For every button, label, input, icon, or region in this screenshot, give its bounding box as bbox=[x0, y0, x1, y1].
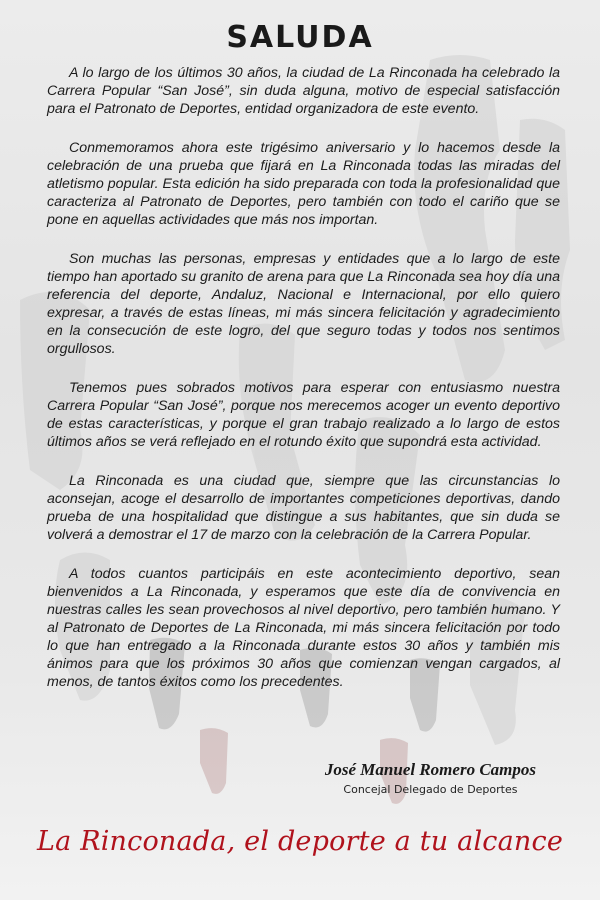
signature-name: José Manuel Romero Campos bbox=[324, 760, 536, 779]
paragraph-3: Son muchas las personas, empresas y entidades que a lo largo de este tiempo han aportado su granito de arena para que La Rinconada sea hoy día una referencia del deporte, Andaluz, Nacional e Internacional, por ello quiero expresar, a través de estas líneas, mi más sincera felicitación y agradecimiento en la consecución de este logro, del que seguro todas y todos nos sentimos orgullosos. bbox=[47, 251, 560, 357]
paragraph-2: Conmemoramos ahora este trigésimo aniversario y lo hacemos desde la celebración de una prueba que fijará en La Rinconada todas las miradas del atletismo popular. Esta edición ha sido preparada con toda la profesionalidad que caracteriza al Patronato de Deportes, pero también con todo el cariño que se pone en aquellas actividades que más nos importan. bbox=[47, 140, 560, 228]
slogan: La Rinconada, el deporte a tu alcance bbox=[36, 826, 564, 857]
page-title: SALUDA bbox=[226, 20, 374, 55]
letter-body bbox=[47, 64, 560, 712]
paragraph-1: A lo largo de los últimos 30 años, la ciudad de La Rinconada ha celebrado la Carrera Popular “San José”, sin duda alguna, motivo de especial satisfacción para el Patronato de Deportes, entidad organizadora de este evento. bbox=[47, 65, 560, 117]
paragraph-5: La Rinconada es una ciudad que, siempre que las circunstancias lo aconsejan, acoge el desarrollo de importantes competiciones deportivas, dando prueba de una hospitalidad que distingue a sus habitantes, que sin duda se volverá a demostrar el 17 de marzo con la celebración de la Carrera Popular. bbox=[47, 473, 560, 543]
paragraph-4: Tenemos pues sobrados motivos para esperar con entusiasmo nuestra Carrera Popular “San José”, porque nos merecemos acoger un evento deportivo de estas características, y porque el gran trabajo realizado a lo largo de estos últimos años se verá reflejado en el rotundo éxito que supondrá esta actividad. bbox=[47, 380, 560, 450]
signature-block bbox=[325, 760, 536, 796]
paragraph-6: A todos cuantos participáis en este acontecimiento deportivo, sean bienvenidos a La Rinconada, y esperamos que este día de convivencia en nuestras calles les sean provechosos al nivel deportivo, pero también humano. Y al Patronato de Deportes de La Rinconada, mi más sincera felicitación por todo lo que han entregado a la Rinconada durante estos 30 años y también mis ánimos para que los próximos 30 años que comienzan vengan cargados, al menos, de tantos éxitos como los precedentes. bbox=[47, 566, 560, 690]
signature-role: Concejal Delegado de Deportes bbox=[343, 783, 518, 796]
